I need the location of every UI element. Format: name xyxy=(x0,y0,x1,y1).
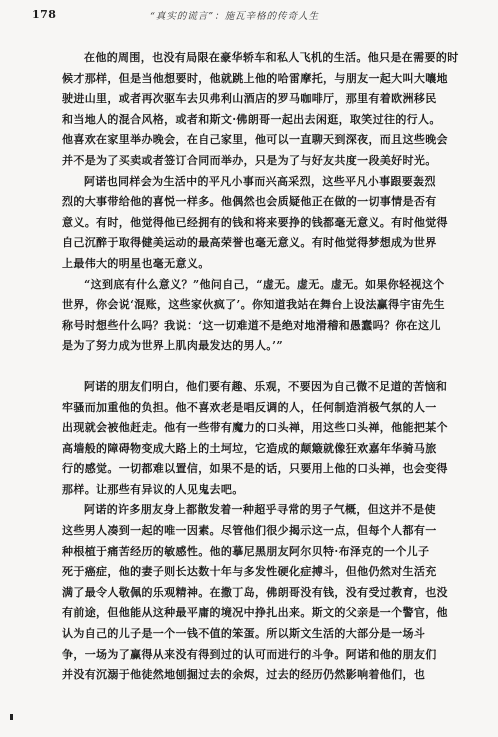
text-line: 并没有沉溺于他徒然地刨掘过去的余烬，过去的经历仍然影响着他们，也 xyxy=(62,668,426,682)
page-header xyxy=(32,8,458,30)
paragraph xyxy=(62,275,445,357)
paragraph-gap xyxy=(62,357,434,377)
text-line: 自己沉醉于取得健美运动的最高荣誉也毫无意义。有时他觉得梦想成为世界 xyxy=(62,236,437,250)
body-text xyxy=(62,48,459,686)
text-line: 有前途，但他能从这种最平庸的境况中挣扎出来。斯文的父亲是一个警官，他 xyxy=(62,606,448,620)
text-line: 是为了努力成为世界上肌肉最发达的男人。’” xyxy=(62,339,284,353)
text-line: 满了最令人敬佩的乐观精神。在撒丁岛，佛朗哥没有钱，没有受过教育，也没 xyxy=(62,585,448,599)
text-line: 种根植于痛苦经历的敏感性。他的摹尼黑朋友阿尔贝特·布泽克的一个儿子 xyxy=(62,544,430,558)
text-line: 驶进山里，或者再次驱车去贝弗利山酒店的罗马咖啡厅，那里有着欧洲移民 xyxy=(62,92,437,106)
text-line: 牢骚而加重他的负担。他不喜欢老是唱反调的人，任何制造消极气氛的人一 xyxy=(62,400,437,414)
paragraph xyxy=(62,172,448,275)
text-line: 候才那样，但是当他想要时，他就跳上他的哈雷摩托，与朋友一起大叫大嚷地 xyxy=(62,71,448,85)
text-line: 出现就会被他赶走。他有一些带有魔力的口头禅，用这些口头禅，他能把某个 xyxy=(62,421,448,435)
text-line: 并不是为了买卖或者签订合同而举办，只是为了与好友共度一段美好时光。 xyxy=(62,153,437,167)
text-line: 阿诺也同样会为生活中的平凡小事而兴高采烈，这些平凡小事跟要轰烈 xyxy=(84,174,436,188)
paragraph xyxy=(62,500,448,685)
paragraph xyxy=(62,48,459,172)
text-line: 烈的大事带给他的喜悦一样多。他偶然也会质疑他正在做的一切事情是否有 xyxy=(62,195,437,209)
text-line: 这些男人凑到一起的唯一因素。尽管他们很少揭示这一点，但每个人都有一 xyxy=(62,524,437,538)
text-line: 在他的周围，也没有局限在豪华轿车和私人飞机的生活。他只是在需要的时 xyxy=(84,51,459,64)
text-line: 称号时想些什么吗？我说：‘这一切难道不是绝对地滑稽和愚蠢吗？你在这儿 xyxy=(62,318,441,332)
text-line: 行的感觉。一切都难以置信，如果不是的话，只要用上他的口头禅，也会变得 xyxy=(62,462,448,476)
text-line: 阿诺的许多朋友身上都散发着一种超乎寻常的男子气概，但这并不是使 xyxy=(84,503,436,517)
print-mark xyxy=(10,714,13,720)
text-line: 死于癌症，他的妻子则长达数十年与多发性硬化症搏斗，但他仍然对生活充 xyxy=(62,565,437,579)
text-line: 上最伟大的明星也毫无意义。 xyxy=(62,256,210,270)
text-line: 他喜欢在家里举办晚会，在自己家里，他可以一直聊天到深夜，而且这些晚会 xyxy=(62,133,448,147)
text-line: “这到底有什么意义？”他问自己，“虚无。虚无。虚无。如果你轻视这个 xyxy=(84,277,445,291)
text-line: 认为自己的儿子是一个一钱不值的笨蛋。所以斯文生活的大部分是一场斗 xyxy=(62,627,426,641)
page-number: 178 xyxy=(32,8,57,21)
running-title: “真实的谎言”：施瓦辛格的传奇人生 xyxy=(150,11,320,22)
paragraph xyxy=(62,377,448,501)
text-line: 高墙般的障碍物变成大路上的土坷垃，它造成的颠簸就像狂欢嘉年华骑马旅 xyxy=(62,441,437,455)
text-line: 和当地人的混合风格，或者和斯文·佛朗哥一起出去闲逛，取笑过往的行人。 xyxy=(62,112,441,126)
text-line: 争，一场为了赢得从来没有得到过的认可而进行的斗争。阿诺和他的朋友们 xyxy=(62,647,437,661)
text-line: 那样。让那些有异议的人见鬼去吧。 xyxy=(62,482,244,496)
text-line: 意义。有时，他觉得他已经拥有的钱和将来要挣的钱都毫无意义。有时他觉得 xyxy=(62,215,448,229)
text-line: 世界，你会说‘混账，这些家伙疯了’。你知道我站在舞台上设法赢得宇宙先生 xyxy=(62,298,445,312)
text-line: 阿诺的朋友们明白，他们要有趣、乐观，不要因为自己微不足道的苦恼和 xyxy=(84,379,448,393)
